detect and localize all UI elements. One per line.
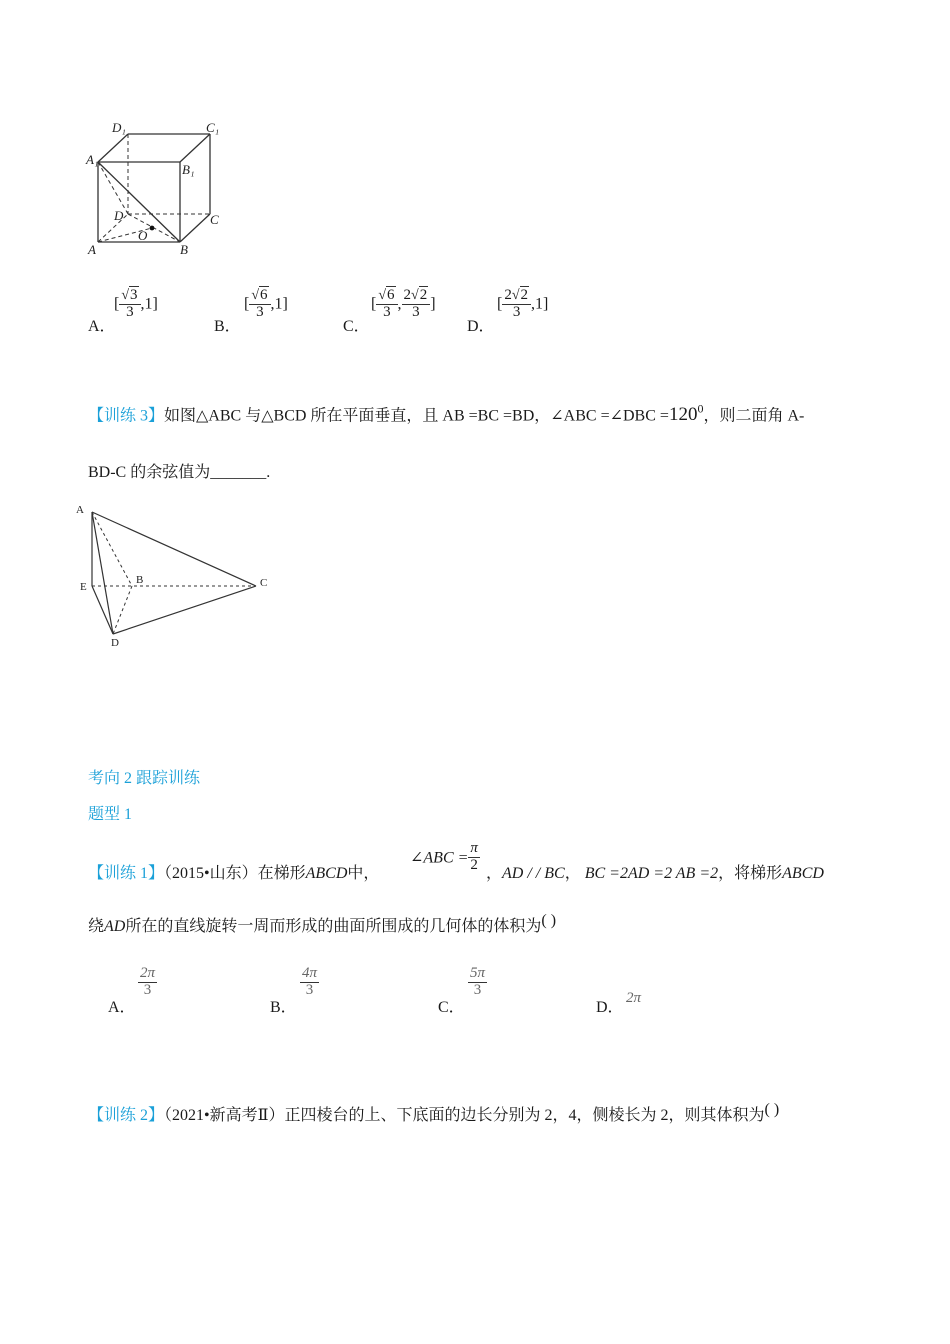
option-d-label: D． bbox=[467, 318, 495, 335]
pyr-label-D: D bbox=[111, 637, 119, 649]
section-heading: 考向 2 跟踪训练 bbox=[88, 770, 201, 787]
label-D: D bbox=[114, 208, 124, 223]
train3-text1: 如图△ABC 与△BCD 所在平面垂直，且 AB =BC =BD，∠ABC =∠DBC = bbox=[164, 407, 669, 425]
label-A: A bbox=[88, 242, 96, 257]
train1-line2: 绕AD所在的直线旋转一周而形成的曲面所围成的几何体的体积为( ) bbox=[88, 912, 557, 935]
section-subheading: 题型 1 bbox=[88, 806, 133, 823]
train1-pi-over-2: $\frac{\pi}{2}$ bbox=[470, 840, 478, 873]
train2-text: （2021•新高考Ⅱ）正四棱台的上、下底面的边长分别为 2，4，侧棱长为 2，则其体积为 bbox=[164, 1107, 765, 1124]
train1-answer-paren: ( ) bbox=[541, 912, 557, 929]
pyr-label-B: B bbox=[136, 574, 144, 586]
train1-angle: ∠ABC = bbox=[410, 849, 469, 867]
train1-parallel: AD / / BC bbox=[502, 865, 565, 882]
label-A1: A₁ bbox=[86, 152, 99, 167]
train3-text2: ，则二面角 A- bbox=[703, 407, 805, 425]
train1-source: （2015•山东）在梯形 bbox=[164, 865, 306, 882]
label-B: B bbox=[180, 242, 188, 257]
train1-equation: BC =2AD =2 AB =2 bbox=[584, 865, 719, 882]
option-c-label: C． bbox=[343, 318, 370, 335]
label-D1: D₁ bbox=[112, 120, 126, 135]
train2-answer-paren: ( ) bbox=[764, 1101, 780, 1118]
option-b-label: B． bbox=[214, 318, 241, 335]
cube-figure bbox=[80, 118, 230, 260]
train3-line1 bbox=[88, 402, 804, 426]
label-C1: C₁ bbox=[206, 120, 220, 135]
pyr-label-E: E bbox=[80, 581, 87, 593]
label-C: C bbox=[210, 212, 219, 227]
train2-tag: 【训练 2】 bbox=[88, 1107, 165, 1124]
train3-angle: $120^0$ bbox=[668, 402, 704, 426]
pyramid-figure bbox=[70, 500, 280, 652]
train3-tag: 【训练 3】 bbox=[88, 407, 165, 425]
pyr-label-A: A bbox=[76, 504, 84, 516]
train2-line bbox=[88, 1102, 779, 1125]
train3-line2: BD-C 的余弦值为_______. bbox=[88, 464, 271, 481]
option-a-label: A． bbox=[88, 318, 116, 335]
train1-tag: 【训练 1】 bbox=[88, 865, 165, 882]
label-O: O bbox=[138, 228, 148, 243]
label-B1: B₁ bbox=[182, 162, 195, 177]
pyr-label-C: C bbox=[260, 577, 268, 589]
